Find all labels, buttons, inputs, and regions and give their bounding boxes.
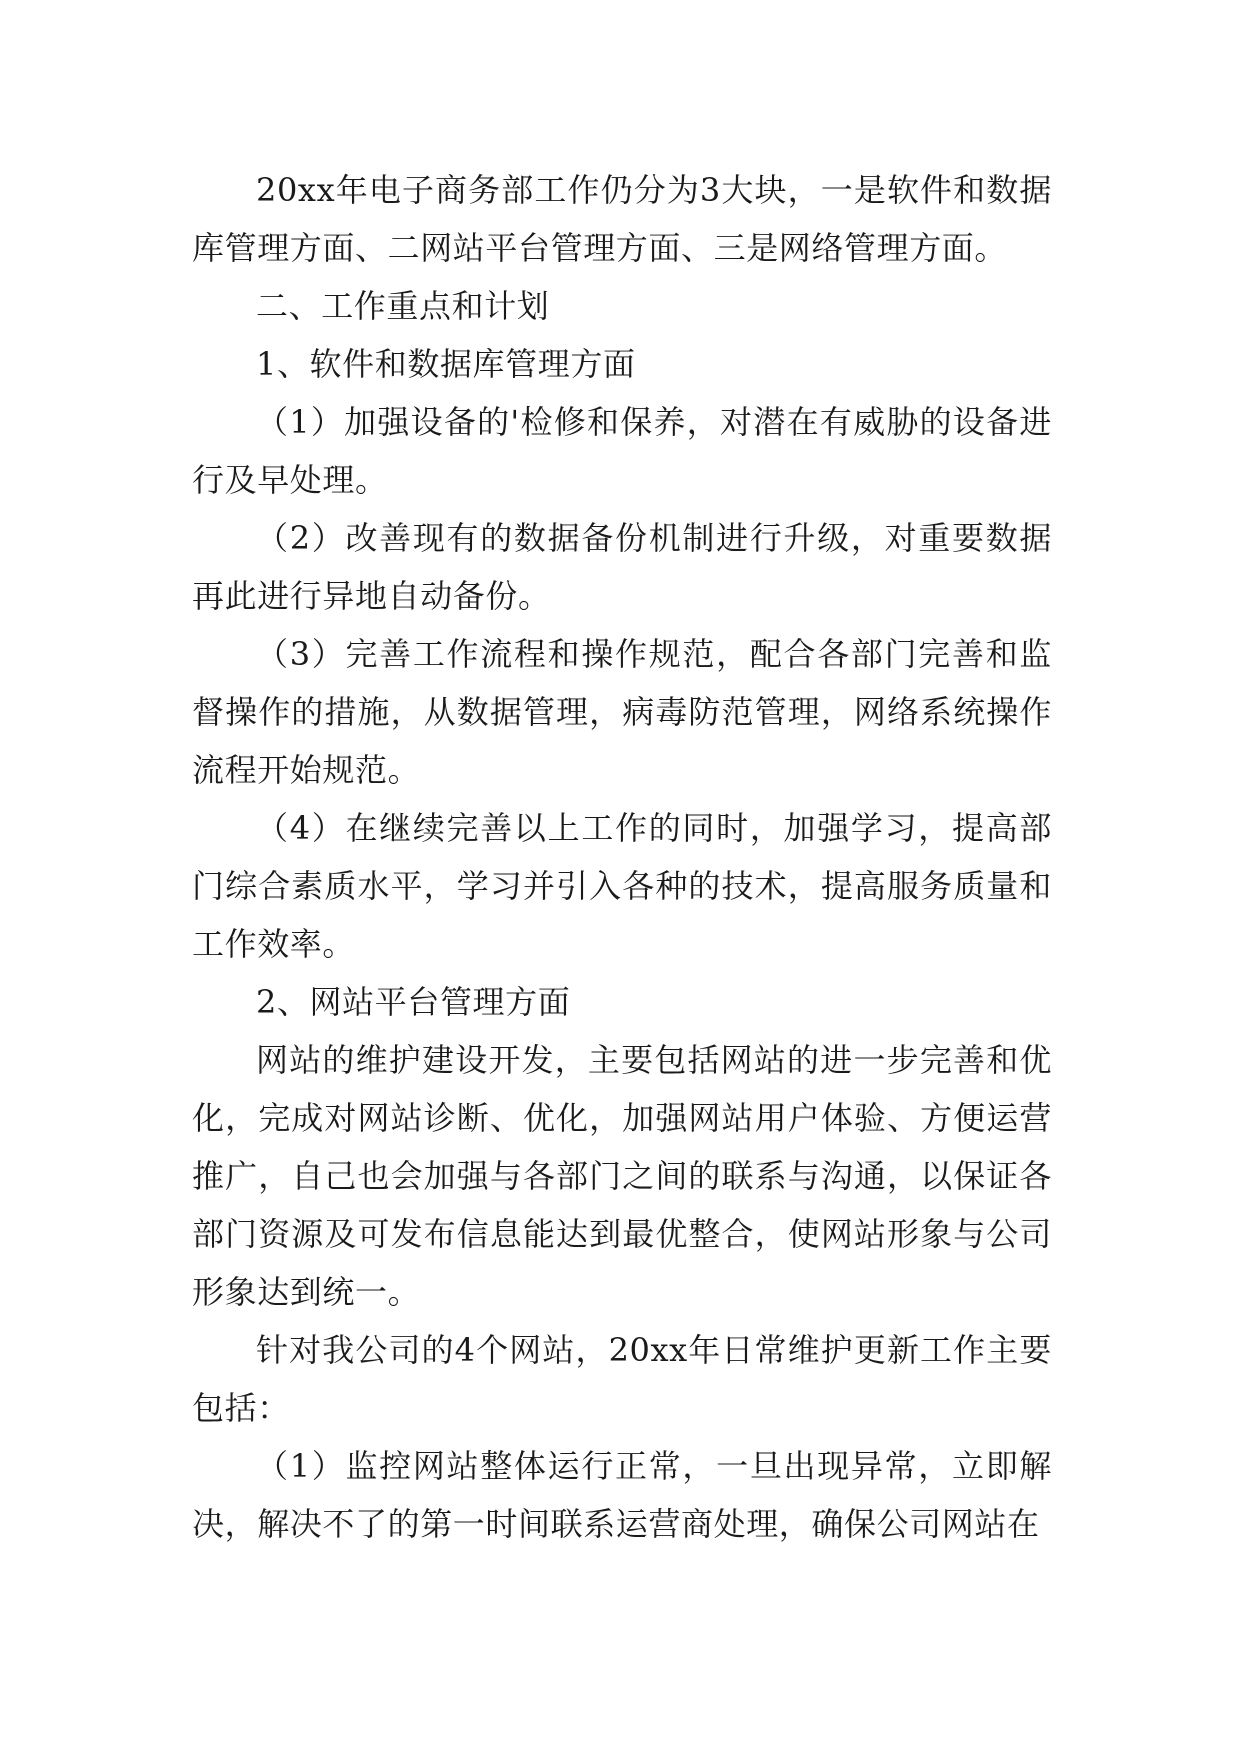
list-item-data-backup: （2）改善现有的数据备份机制进行升级，对重要数据再此进行异地自动备份。 (192, 519, 1052, 615)
list-item-equipment-maintenance: （1）加强设备的'检修和保养，对潜在有威胁的设备进行及早处理。 (192, 403, 1052, 499)
list-item-site-monitoring: （1）监控网站整体运行正常，一旦出现异常，立即解决，解决不了的第一时间联系运营商处理，确保公司网站在 (192, 1447, 1052, 1543)
paragraph-four-websites: 针对我公司的4个网站，20xx年日常维护更新工作主要包括： (192, 1331, 1052, 1427)
list-item-learning-improvement: （4）在继续完善以上工作的同时，加强学习，提高部门综合素质水平，学习并引入各种的技术，提高服务质量和工作效率。 (192, 809, 1052, 963)
paragraph-summary: 20xx年电子商务部工作仍分为3大块，一是软件和数据库管理方面、二网站平台管理方面、三是网络管理方面。 (192, 171, 1052, 267)
list-item-workflow-standards: （3）完善工作流程和操作规范，配合各部门完善和监督操作的措施，从数据管理，病毒防范管理，网络系统操作流程开始规范。 (192, 635, 1052, 789)
subsection-heading-website-platform: 2、网站平台管理方面 (256, 983, 571, 1021)
paragraph-website-maintenance: 网站的维护建设开发，主要包括网站的进一步完善和优化，完成对网站诊断、优化，加强网站用户体验、方便运营推广，自己也会加强与各部门之间的联系与沟通，以保证各部门资源及可发布信息能达到最优整合，使网站形象与公司形象达到统一。 (192, 1041, 1052, 1311)
document-body (192, 161, 1052, 1553)
section-heading-work-focus: 二、工作重点和计划 (256, 287, 550, 325)
subsection-heading-software-database: 1、软件和数据库管理方面 (256, 345, 636, 383)
